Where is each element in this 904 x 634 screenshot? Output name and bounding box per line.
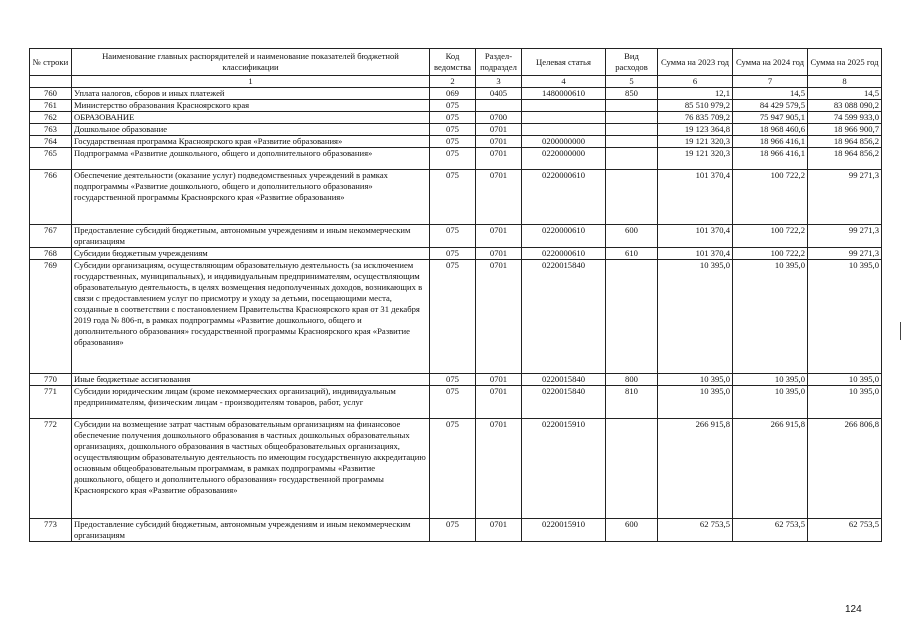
table-row bbox=[30, 148, 882, 170]
expense-type-code bbox=[606, 136, 658, 148]
sum-2025: 99 271,3 bbox=[808, 225, 882, 248]
section-code: 0700 bbox=[476, 112, 522, 124]
department-code: 075 bbox=[430, 148, 476, 170]
section-code: 0701 bbox=[476, 374, 522, 386]
column-index: 5 bbox=[606, 76, 658, 88]
sum-2025: 18 966 900,7 bbox=[808, 124, 882, 136]
target-item-code: 0220015840 bbox=[522, 374, 606, 386]
sum-2025: 10 395,0 bbox=[808, 374, 882, 386]
row-name: Предоставление субсидий бюджетным, автономным учреждениям и иным некоммерческим организациям bbox=[72, 225, 430, 248]
section-code: 0701 bbox=[476, 225, 522, 248]
department-code: 075 bbox=[430, 225, 476, 248]
department-code: 075 bbox=[430, 112, 476, 124]
column-header-sum-2025: Сумма на 2025 год bbox=[808, 49, 882, 76]
row-name: Дошкольное образование bbox=[72, 124, 430, 136]
budget-table bbox=[29, 48, 882, 542]
section-code: 0701 bbox=[476, 124, 522, 136]
target-item-code: 1480000610 bbox=[522, 88, 606, 100]
row-name: ОБРАЗОВАНИЕ bbox=[72, 112, 430, 124]
section-code: 0405 bbox=[476, 88, 522, 100]
sum-2023: 12,1 bbox=[658, 88, 733, 100]
sum-2024: 100 722,2 bbox=[733, 225, 808, 248]
sum-2025: 74 599 933,0 bbox=[808, 112, 882, 124]
sum-2024: 18 968 460,6 bbox=[733, 124, 808, 136]
section-code: 0701 bbox=[476, 170, 522, 225]
department-code: 069 bbox=[430, 88, 476, 100]
row-name: Обеспечение деятельности (оказание услуг) подведомственных учреждений в рамках подпрограммы «Развитие дошкольного, общего и дополнительного образования» государственной программы Красноярского края «Развитие образования» bbox=[72, 170, 430, 225]
row-number: 764 bbox=[30, 136, 72, 148]
row-number: 762 bbox=[30, 112, 72, 124]
table-row bbox=[30, 136, 882, 148]
expense-type-code bbox=[606, 112, 658, 124]
sum-2025: 10 395,0 bbox=[808, 260, 882, 374]
sum-2025: 18 964 856,2 bbox=[808, 148, 882, 170]
expense-type-code: 810 bbox=[606, 386, 658, 419]
expense-type-code bbox=[606, 260, 658, 374]
column-header-target-item: Целевая статья bbox=[522, 49, 606, 76]
table-row bbox=[30, 374, 882, 386]
target-item-code: 0220000000 bbox=[522, 148, 606, 170]
sum-2024: 84 429 579,5 bbox=[733, 100, 808, 112]
target-item-code bbox=[522, 112, 606, 124]
expense-type-code bbox=[606, 148, 658, 170]
department-code: 075 bbox=[430, 170, 476, 225]
sum-2025: 10 395,0 bbox=[808, 386, 882, 419]
section-code: 0701 bbox=[476, 519, 522, 542]
department-code: 075 bbox=[430, 419, 476, 519]
row-number: 761 bbox=[30, 100, 72, 112]
row-name: Подпрограмма «Развитие дошкольного, общего и дополнительного образования» bbox=[72, 148, 430, 170]
sum-2023: 10 395,0 bbox=[658, 386, 733, 419]
section-code: 0701 bbox=[476, 136, 522, 148]
table-row bbox=[30, 248, 882, 260]
page-number: 124 bbox=[845, 604, 862, 615]
department-code: 075 bbox=[430, 260, 476, 374]
sum-2024: 10 395,0 bbox=[733, 374, 808, 386]
column-header-row-number: № строки bbox=[30, 49, 72, 76]
department-code: 075 bbox=[430, 248, 476, 260]
column-header-section: Раздел-подраздел bbox=[476, 49, 522, 76]
section-code: 0701 bbox=[476, 419, 522, 519]
sum-2025: 18 964 856,2 bbox=[808, 136, 882, 148]
column-index: 3 bbox=[476, 76, 522, 88]
department-code: 075 bbox=[430, 100, 476, 112]
sum-2025: 83 088 090,2 bbox=[808, 100, 882, 112]
expense-type-code bbox=[606, 124, 658, 136]
expense-type-code: 600 bbox=[606, 225, 658, 248]
sum-2024: 18 966 416,1 bbox=[733, 148, 808, 170]
row-number: 769 bbox=[30, 260, 72, 374]
sum-2024: 10 395,0 bbox=[733, 386, 808, 419]
table-row bbox=[30, 386, 882, 419]
target-item-code: 0220015910 bbox=[522, 519, 606, 542]
row-name: Субсидии организациям, осуществляющим образовательную деятельность (за исключением государственных, муниципальных), и индивидуальным предпринимателям, осуществляющим образовательную деятельность, в целях возмещения недополученных доходов, возникающих в связи с предоставлением услуг по присмотру и уходу за детьми, посещающими места, созданные в соответствии с постановлением Правительства Красноярского края от 31 декабря 2019 года № 806-п, в рамках подпрограммы «Развитие дошкольного, общего и дополнительного образования» государственной программы Красноярского края «Развитие образования» bbox=[72, 260, 430, 374]
sum-2023: 19 121 320,3 bbox=[658, 136, 733, 148]
section-code: 0701 bbox=[476, 148, 522, 170]
sum-2023: 10 395,0 bbox=[658, 260, 733, 374]
row-number: 771 bbox=[30, 386, 72, 419]
target-item-code: 0220000610 bbox=[522, 248, 606, 260]
sum-2024: 18 966 416,1 bbox=[733, 136, 808, 148]
sum-2023: 10 395,0 bbox=[658, 374, 733, 386]
row-name: Предоставление субсидий бюджетным, автономным учреждениям и иным некоммерческим организациям bbox=[72, 519, 430, 542]
row-number: 760 bbox=[30, 88, 72, 100]
column-header-sum-2023: Сумма на 2023 год bbox=[658, 49, 733, 76]
department-code: 075 bbox=[430, 136, 476, 148]
sum-2023: 85 510 979,2 bbox=[658, 100, 733, 112]
expense-type-code bbox=[606, 100, 658, 112]
expense-type-code: 850 bbox=[606, 88, 658, 100]
table-body bbox=[30, 88, 882, 542]
target-item-code: 0220000610 bbox=[522, 225, 606, 248]
expense-type-code: 800 bbox=[606, 374, 658, 386]
row-name: Министерство образования Красноярского края bbox=[72, 100, 430, 112]
table-row bbox=[30, 124, 882, 136]
column-index: 4 bbox=[522, 76, 606, 88]
row-number: 773 bbox=[30, 519, 72, 542]
table-row bbox=[30, 419, 882, 519]
department-code: 075 bbox=[430, 124, 476, 136]
column-index: 2 bbox=[430, 76, 476, 88]
scan-edge-mark bbox=[900, 322, 901, 340]
table-row bbox=[30, 88, 882, 100]
row-number: 768 bbox=[30, 248, 72, 260]
department-code: 075 bbox=[430, 386, 476, 419]
sum-2025: 266 806,8 bbox=[808, 419, 882, 519]
table-row bbox=[30, 112, 882, 124]
row-number: 767 bbox=[30, 225, 72, 248]
expense-type-code bbox=[606, 170, 658, 225]
column-index: 8 bbox=[808, 76, 882, 88]
target-item-code: 0220015840 bbox=[522, 386, 606, 419]
sum-2025: 14,5 bbox=[808, 88, 882, 100]
target-item-code: 0200000000 bbox=[522, 136, 606, 148]
row-name: Субсидии юридическим лицам (кроме некоммерческих организаций), индивидуальным предпринимателям, физическим лицам - производителям товаров, работ, услуг bbox=[72, 386, 430, 419]
table-row bbox=[30, 100, 882, 112]
table-header bbox=[30, 49, 882, 88]
table-row bbox=[30, 519, 882, 542]
sum-2023: 19 121 320,3 bbox=[658, 148, 733, 170]
table-row bbox=[30, 170, 882, 225]
sum-2023: 101 370,4 bbox=[658, 248, 733, 260]
row-number: 770 bbox=[30, 374, 72, 386]
row-name: Уплата налогов, сборов и иных платежей bbox=[72, 88, 430, 100]
sum-2025: 99 271,3 bbox=[808, 170, 882, 225]
expense-type-code: 610 bbox=[606, 248, 658, 260]
section-code bbox=[476, 100, 522, 112]
row-number: 766 bbox=[30, 170, 72, 225]
sum-2024: 100 722,2 bbox=[733, 248, 808, 260]
sum-2024: 14,5 bbox=[733, 88, 808, 100]
sum-2024: 62 753,5 bbox=[733, 519, 808, 542]
column-header-sum-2024: Сумма на 2024 год bbox=[733, 49, 808, 76]
section-code: 0701 bbox=[476, 386, 522, 419]
sum-2023: 101 370,4 bbox=[658, 170, 733, 225]
row-name: Субсидии бюджетным учреждениям bbox=[72, 248, 430, 260]
sum-2023: 76 835 709,2 bbox=[658, 112, 733, 124]
target-item-code bbox=[522, 124, 606, 136]
expense-type-code: 600 bbox=[606, 519, 658, 542]
sum-2024: 266 915,8 bbox=[733, 419, 808, 519]
table-row bbox=[30, 260, 882, 374]
department-code: 075 bbox=[430, 374, 476, 386]
sum-2023: 101 370,4 bbox=[658, 225, 733, 248]
section-code: 0701 bbox=[476, 248, 522, 260]
section-code: 0701 bbox=[476, 260, 522, 374]
sum-2024: 75 947 905,1 bbox=[733, 112, 808, 124]
column-index: 1 bbox=[72, 76, 430, 88]
row-number: 765 bbox=[30, 148, 72, 170]
target-item-code: 0220015840 bbox=[522, 260, 606, 374]
sum-2023: 266 915,8 bbox=[658, 419, 733, 519]
row-number: 772 bbox=[30, 419, 72, 519]
column-header-department-code: Код ведомства bbox=[430, 49, 476, 76]
sum-2023: 19 123 364,8 bbox=[658, 124, 733, 136]
target-item-code: 0220015910 bbox=[522, 419, 606, 519]
column-index bbox=[30, 76, 72, 88]
column-header-name: Наименование главных распорядителей и наименование показателей бюджетной классификации bbox=[72, 49, 430, 76]
column-index: 7 bbox=[733, 76, 808, 88]
sum-2024: 10 395,0 bbox=[733, 260, 808, 374]
sum-2025: 99 271,3 bbox=[808, 248, 882, 260]
sum-2025: 62 753,5 bbox=[808, 519, 882, 542]
row-number: 763 bbox=[30, 124, 72, 136]
sum-2024: 100 722,2 bbox=[733, 170, 808, 225]
table-row bbox=[30, 225, 882, 248]
row-name: Субсидии на возмещение затрат частным образовательным организациям на финансовое обеспечение получения дошкольного образования в частных дошкольных образовательных организациях, дошкольного образования в частных общеобразовательных организациях, осуществляющим образовательную деятельность по имеющим государственную аккредитацию основным общеобразовательным программам, в рамках подпрограммы «Развитие дошкольного, общего и дополнительного образования» государственной программы Красноярского края «Развитие образования» bbox=[72, 419, 430, 519]
row-name: Государственная программа Красноярского края «Развитие образования» bbox=[72, 136, 430, 148]
column-header-expense-type: Вид расходов bbox=[606, 49, 658, 76]
expense-type-code bbox=[606, 419, 658, 519]
department-code: 075 bbox=[430, 519, 476, 542]
column-index: 6 bbox=[658, 76, 733, 88]
target-item-code: 0220000610 bbox=[522, 170, 606, 225]
row-name: Иные бюджетные ассигнования bbox=[72, 374, 430, 386]
sum-2023: 62 753,5 bbox=[658, 519, 733, 542]
target-item-code bbox=[522, 100, 606, 112]
